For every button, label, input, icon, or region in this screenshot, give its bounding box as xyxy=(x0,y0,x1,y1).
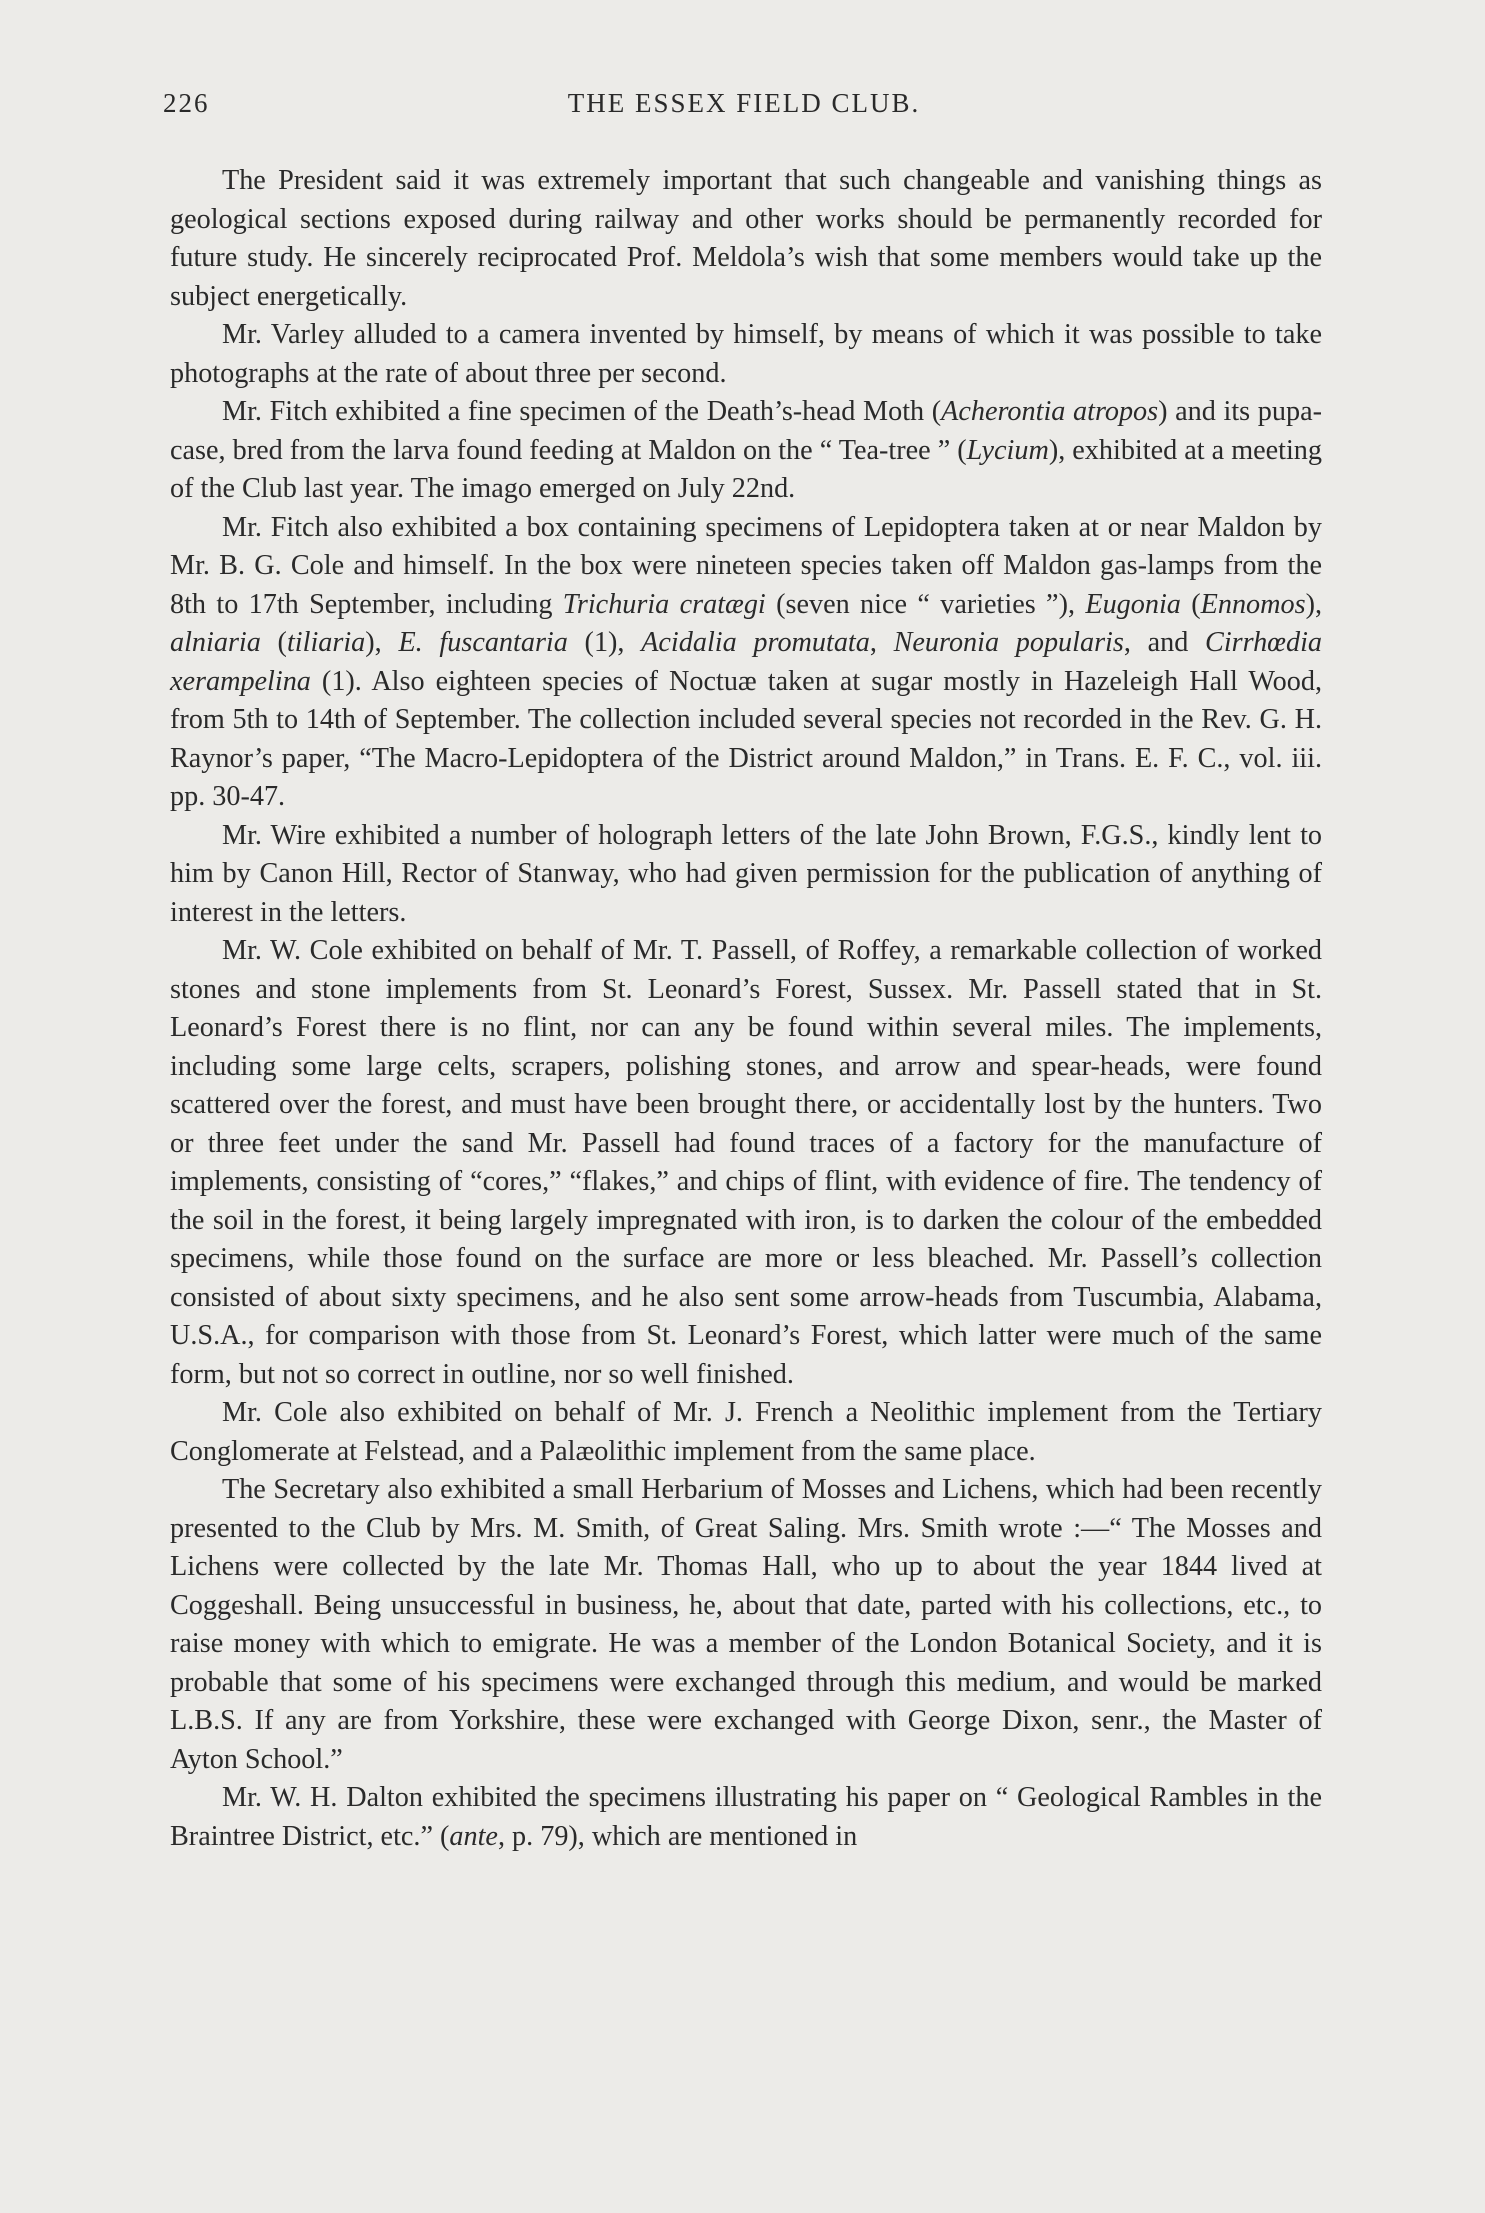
italic-text-run: tiliaria xyxy=(286,627,366,658)
text-run: Mr. W. Cole exhibited on behalf of Mr. T. Passell, of Roffey, a remarkable collection of worked stones and stone implements from St. Leonard’s Forest, Sussex. Mr. Passell stated that in St. Leonard’s Forest there is no flint, nor can any be found within several miles. The implements, including some large celts, scrapers, polishing stones, and arrow and spear-heads, were found scattered over the forest, and must have been brought there, or accidentally lost by the hunters. Two or three feet under the sand Mr. Passell had found traces of a factory for the manufacture of implements, consisting of “cores,” “flakes,” and chips of flint, with evidence of fire. The tendency of the soil in the forest, it being largely impregnated with iron, is to darken the colour of the embedded specimens, while those found on the surface are more or less bleached. Mr. Passell’s collection consisted of about sixty specimens, and he also sent some arrow-heads from Tuscumbia, Alabama, U.S.A., for comparison with those from St. Leonard’s Forest, which latter were much of the same form, but not so correct in outline, nor so well finished. xyxy=(170,935,1322,1390)
text-run: Mr. Varley alluded to a camera invented by himself, by means of which it was possible to take photographs at the rate of about three per second. xyxy=(170,319,1322,389)
paragraph-fitch-moth xyxy=(170,393,1322,509)
paragraph-cole-french-implement xyxy=(170,1394,1322,1471)
text-run: , p. 79), which are mentioned in xyxy=(497,1820,858,1852)
italic-text-run: E. fuscantaria xyxy=(398,627,568,658)
italic-text-run: Neuronia popularis xyxy=(893,627,1124,658)
text-run: Mr. Cole also exhibited on behalf of Mr. J. French a Neolithic implement from the Tertiary Conglomerate at Felstead, and a Palæolithic implement from the same place. xyxy=(170,1397,1322,1467)
paragraph-dalton-specimens xyxy=(170,1779,1322,1856)
text-run: Mr. Fitch also exhibited a box containing specimens of Lepidoptera taken at or near Maldon by Mr. B. G. Cole and himself. In the box were nineteen species taken off Maldon gas-lamps from the 8th to 17th September, including xyxy=(170,511,1322,620)
text-run: , and xyxy=(1123,627,1206,658)
italic-text-run: Acherontia atropos xyxy=(941,396,1159,427)
page-number: 226 xyxy=(163,88,210,118)
text-run: ( xyxy=(260,627,287,658)
paragraph-president-remarks xyxy=(170,162,1322,316)
text-run: Mr. Wire exhibited a number of holograph letters of the late John Brown, F.G.S., kindly lent to him by Canon Hill, Rector of Stanway, who had given permission for the publication of anything of interest in the letters. xyxy=(170,819,1322,928)
paragraph-wire-letters xyxy=(170,817,1322,933)
text-run: The President said it was extremely important that such changeable and vanishing things as geological sections exposed during railway and other works should be permanently recorded for future study. He sincerely reciprocated Prof. Meldola’s wish that some members would take up the subject energetically. xyxy=(170,165,1322,312)
paragraph-secretary-herbarium xyxy=(170,1471,1322,1779)
italic-text-run: Eugonia xyxy=(1085,588,1181,620)
text-run: , xyxy=(869,627,894,658)
text-run: ), xyxy=(1305,588,1322,620)
page-header xyxy=(163,88,1325,128)
italic-text-run: alniaria xyxy=(170,627,261,658)
text-run: Mr. Fitch exhibited a fine specimen of the Death’s-head Moth ( xyxy=(222,396,942,427)
text-run: ), exhibited at a meeting of the Club last year. The imago emerged on July 22nd. xyxy=(170,434,1322,504)
paragraph-cole-passell-stones xyxy=(170,932,1322,1394)
italic-text-run: Trichuria cratægi xyxy=(562,588,766,620)
text-run: ) and its pupa-case, bred from the larva found feeding at Maldon on the “ Tea-tree ” ( xyxy=(170,396,1322,466)
text-run: (1), xyxy=(567,627,642,658)
text-run: ( xyxy=(1180,588,1201,620)
text-run: The Secretary also exhibited a small Herbarium of Mosses and Lichens, which had been recently presented to the Club by Mrs. M. Smith, of Great Saling. Mrs. Smith wrote :—“ The Mosses and Lichens were collected by the late Mr. Thomas Hall, who up to about the year 1844 lived at Coggeshall. Being unsuccessful in business, he, about that date, parted with his collections, etc., to raise money with which to emigrate. He was a member of the London Botanical Society, and it is probable that some of his specimens were exchanged through this medium, and would be marked L.B.S. If any are from Yorkshire, these were exchanged with George Dixon, senr., the Master of Ayton School.” xyxy=(170,1474,1322,1775)
italic-text-run: Lycium xyxy=(966,434,1049,466)
text-run: (seven nice “ varieties ”), xyxy=(765,588,1086,620)
text-run: Mr. W. H. Dalton exhibited the specimens illustrating his paper on “ Geological Rambles in the Braintree District, etc.” ( xyxy=(170,1782,1322,1852)
italic-text-run: Ennomos xyxy=(1200,588,1306,620)
text-run: (1). Also eighteen species of Noctuæ taken at sugar mostly in Hazeleigh Hall Wood, from 5th to 14th of September. The collection included several species not recorded in the Rev. G. H. Raynor’s paper, “The Macro-Lepidoptera of the District around Maldon,” in Trans. E. F. C., vol. iii. pp. 30-47. xyxy=(170,665,1322,812)
text-run: ), xyxy=(365,627,399,658)
italic-text-run: Cirrhœdia xerampelina xyxy=(170,627,1323,697)
italic-text-run: ante xyxy=(449,1820,498,1852)
running-head: THE ESSEX FIELD CLUB. xyxy=(567,88,921,118)
paragraph-varley-camera xyxy=(170,316,1322,393)
italic-text-run: Acidalia promutata xyxy=(641,627,870,658)
body-text xyxy=(170,162,1322,1856)
paragraph-fitch-lepidoptera xyxy=(170,509,1322,817)
